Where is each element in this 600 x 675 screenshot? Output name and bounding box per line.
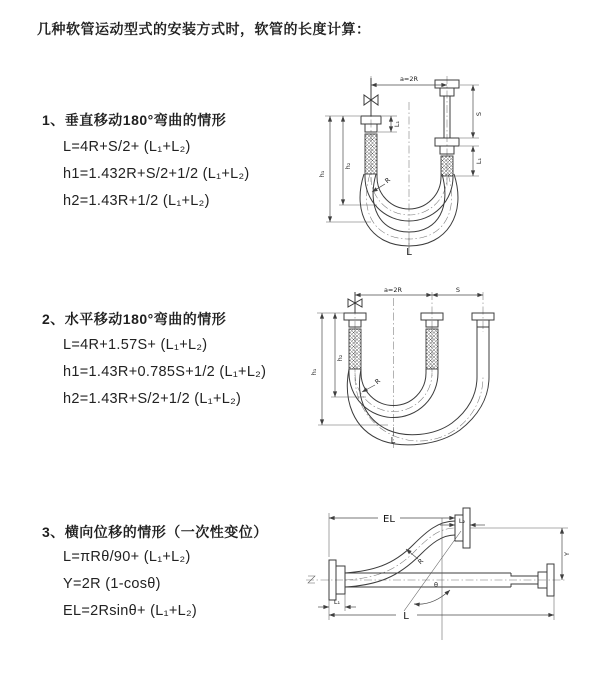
section-2-formula-l: L=4R+1.57S+ (L₁+L₂) [63, 337, 208, 353]
section-1-formula-l: L=4R+S/2+ (L₁+L₂) [63, 139, 191, 155]
section-1-formula-h1: h1=1.432R+S/2+1/2 (L₁+L₂) [63, 166, 250, 182]
page-title: 几种软管运动型式的安装方式时，软管的长度计算： [37, 21, 371, 37]
dim-label-h1: h₁ [310, 368, 318, 376]
hose-u-bend [347, 336, 489, 445]
diagram-lateral-displacement [298, 493, 596, 658]
dim-label-l1-right: L₁ [475, 157, 483, 165]
dim-label-h2: h₂ [336, 354, 344, 362]
dim-label-y: Y [563, 552, 571, 556]
section-2-heading: 2、水平移动180°弯曲的情形 [42, 311, 227, 327]
dimensions [318, 513, 571, 622]
dim-label-a2r: a=2R [383, 286, 403, 294]
dim-label-l1: L₁ [333, 598, 341, 606]
dim-label-s: S [455, 286, 461, 294]
section-2-formula-h2: h2=1.43R+S/2+1/2 (L₁+L₂) [63, 391, 242, 407]
dim-label-a2r: a=2R [399, 75, 419, 83]
dim-label-r: R [383, 175, 393, 185]
dim-label-h2: h₂ [344, 162, 352, 170]
dim-label-s: S [475, 111, 483, 117]
dim-label-h1: h₁ [318, 170, 326, 178]
curved-hose [345, 521, 455, 587]
section-3-heading: 3、横向位移的情形（一次性变位） [42, 524, 268, 540]
angle-construction [404, 518, 461, 640]
dim-label-l: L [390, 436, 396, 445]
valve-icon [364, 78, 378, 116]
dimensions [310, 286, 483, 445]
dim-label-r: R [373, 376, 383, 386]
centerline-break-mark [308, 576, 315, 583]
centerlines [366, 76, 451, 254]
dim-label-l: L [403, 611, 409, 622]
dim-label-l2: L₂ [458, 517, 466, 525]
section-3-formula-l: L=πRθ/90+ (L₁+L₂) [63, 549, 191, 565]
section-3-formula-y: Y=2R (1-cosθ) [63, 576, 161, 592]
diagram-vertical-180 [313, 66, 588, 256]
dim-label-r: R [416, 557, 426, 567]
section-1-heading: 1、垂直移动180°弯曲的情形 [42, 112, 227, 128]
diagram-horizontal-180 [308, 280, 600, 450]
dimensions [318, 75, 483, 256]
dim-label-l1-left: L₁ [393, 120, 401, 128]
dim-label-el: EL [383, 514, 395, 525]
section-1-formula-h2: h2=1.43R+1/2 (L₁+L₂) [63, 193, 210, 209]
dim-label-theta: θ [434, 581, 438, 589]
centerlines [355, 292, 483, 448]
section-2-formula-h1: h1=1.43R+0.785S+1/2 (L₁+L₂) [63, 364, 267, 380]
section-3-formula-el: EL=2Rsinθ+ (L₁+L₂) [63, 603, 198, 619]
upper-flange-fitting [455, 508, 470, 548]
dim-label-l: L [406, 247, 412, 256]
